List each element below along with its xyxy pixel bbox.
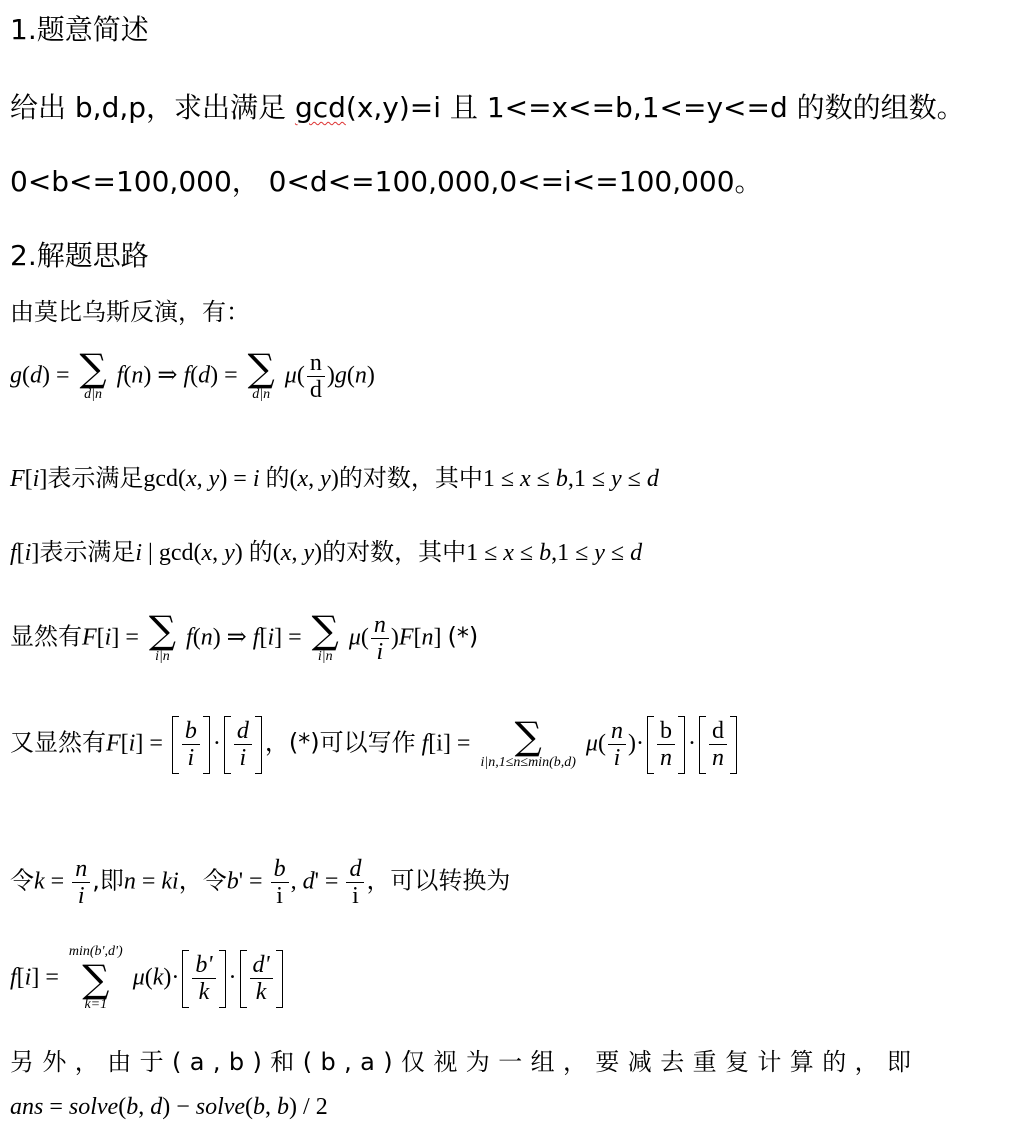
statement-pre: 给出 b,d,p，求出满足	[10, 91, 295, 124]
mobius-intro: 由莫比乌斯反演，有：	[10, 298, 250, 326]
F-definition: F[i]表示满足gcd(x, y) = i 的(x, y)的对数，其中1 ≤ x ≤ b,1 ≤ y ≤ d	[10, 464, 659, 492]
mobius-formula: g(d) = ∑ d|n f(n) ⇒ f(d) = ∑ d|n μ( $\frac{n}{d}$ )g(n)	[10, 346, 375, 404]
floor-formula: 又显然有F[i] = $\frac{b}{i}$ · $\frac{d}{i}$ ，(*)可以写作 f[i] = ∑ i|n,1≤n≤min(b,d) μ( $\frac{n}{i}$ )· $\frac{b}{n}$ · $\frac{d}{n}$	[10, 716, 740, 774]
duplicate-note: 另外，由于(a,b)和(b,a)仅视为一组，要减去重复计算的，即	[10, 1048, 920, 1076]
statement-gcd: gcd	[294, 91, 346, 124]
sum-symbol: ∑ d|n	[79, 346, 107, 402]
problem-statement	[10, 86, 965, 126]
answer-formula: ans = solve(b, d) − solve(b, b) / 2	[10, 1094, 328, 1120]
final-formula: f[i] = min(b',d') ∑ k=1 μ(k)· $\frac{b'}{k}$ · $\frac{d'}{k}$	[10, 944, 286, 1014]
f-definition: f[i]表示满足i | gcd(x, y) 的(x, y)的对数，其中1 ≤ x ≤ b,1 ≤ y ≤ d	[10, 538, 643, 566]
constraints: 0<b<=100,000， 0<d<=100,000,0<=i<=100,000。	[10, 165, 763, 198]
section1-title: 1.题意简述	[10, 13, 149, 46]
section2-title: 2.解题思路	[10, 239, 149, 272]
substitution: 令k = $\frac{n}{i}$ ,即n = ki，令b' = $\frac{b}{i}$ , d' = $\frac{d}{i}$ ，可以转换为	[10, 856, 511, 910]
statement-post: (x,y)=i 且 1<=x<=b,1<=y<=d 的数的组数。	[345, 91, 965, 124]
F-to-f-formula: 显然有F[i] = ∑ i|n f(n) ⇒ f[i] = ∑ i|n μ( $\frac{n}{i}$ )F[n] (*)	[10, 608, 479, 666]
